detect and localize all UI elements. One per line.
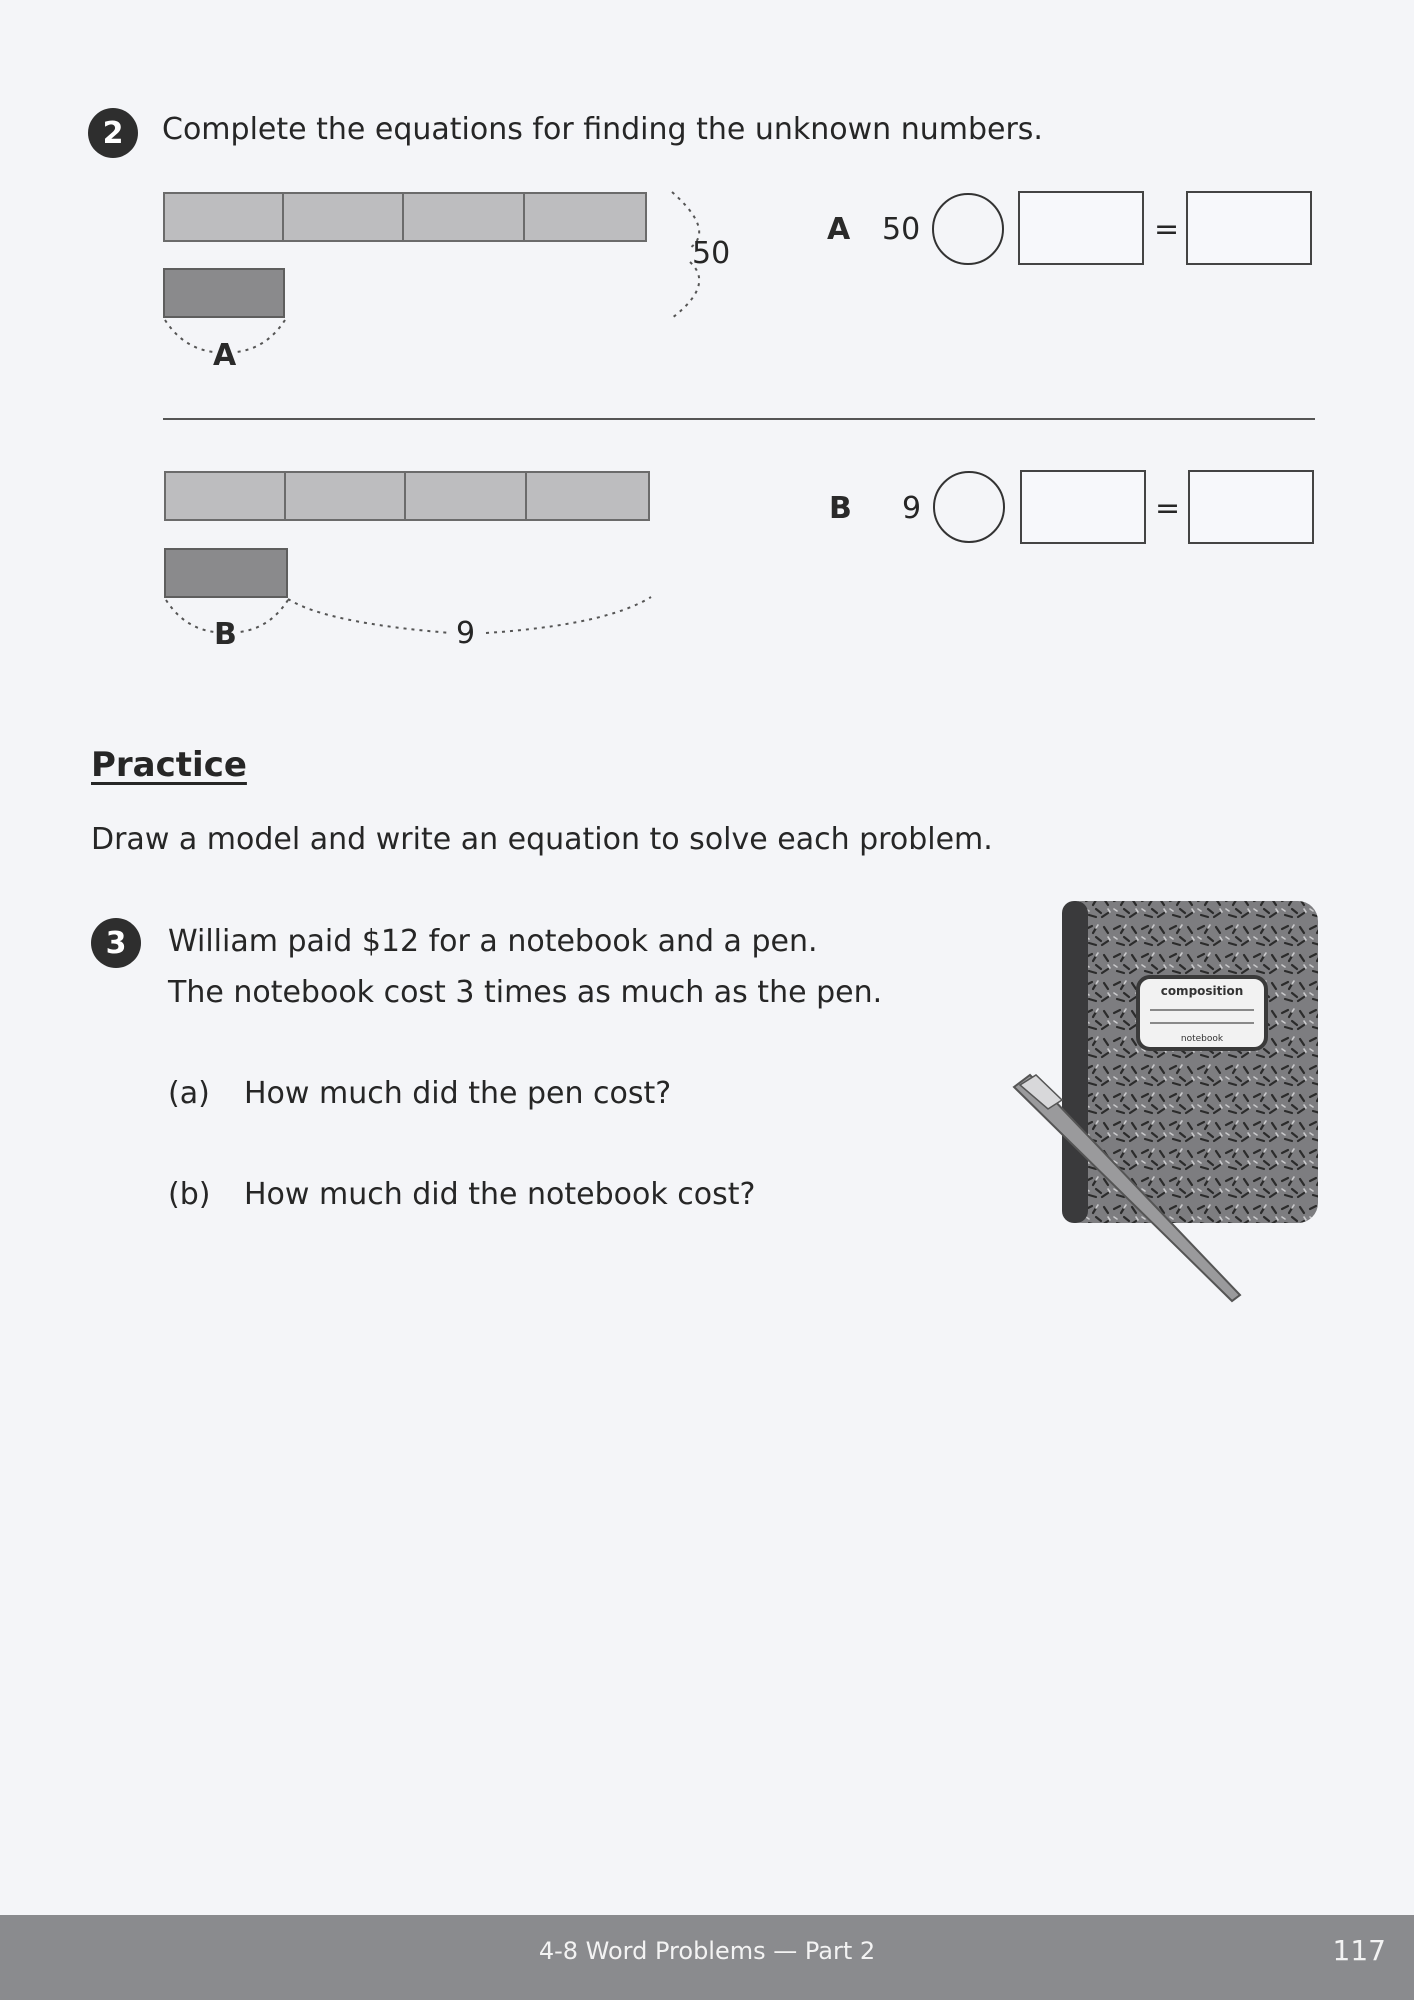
notebook-label-bottom: notebook (1180, 1034, 1224, 1044)
practice-heading: Practice (91, 745, 247, 785)
equation-a-value: 50 (882, 212, 921, 247)
bar-unit (406, 471, 527, 521)
bar-model-a-units (163, 192, 647, 242)
bar-unit (404, 192, 525, 242)
model-b-label: B (214, 617, 237, 652)
equation-a-answer-box-2[interactable] (1186, 191, 1312, 265)
equation-b-answer-box-2[interactable] (1188, 470, 1314, 544)
equation-b-operator-circle[interactable] (933, 471, 1005, 543)
equation-a-equals: = (1154, 212, 1180, 247)
equation-a-answer-box-1[interactable] (1018, 191, 1144, 265)
notebook-cover (1062, 901, 1318, 1223)
bar-unit (525, 192, 647, 242)
equation-b-value: 9 (902, 491, 922, 526)
equation-a-label: A (827, 212, 851, 247)
model-a-label: A (213, 338, 237, 373)
bracket-a-value: 50 (692, 236, 731, 271)
bar-unit (163, 192, 284, 242)
question-3b-marker: (b) (168, 1177, 211, 1212)
equation-b-equals: = (1155, 491, 1181, 526)
bar-unit (286, 471, 406, 521)
equation-a-operator-circle[interactable] (932, 193, 1004, 265)
notebook-spine (1062, 901, 1088, 1223)
equation-b-label: B (829, 491, 852, 526)
question-number-2: 2 (88, 108, 138, 158)
notebook-label-top: composition (1160, 984, 1244, 998)
footer-title: 4-8 Word Problems — Part 2 (538, 1937, 876, 1965)
bar-unit (284, 192, 404, 242)
notebook-and-pen-illustration (1000, 895, 1330, 1315)
bar-unit (527, 471, 650, 521)
question-number-3: 3 (91, 918, 141, 968)
practice-instruction: Draw a model and write an equation to solve each problem. (91, 822, 993, 857)
bar-model-b-unknown (164, 548, 288, 598)
equation-b-answer-box-1[interactable] (1020, 470, 1146, 544)
bar-unit (164, 471, 286, 521)
section-divider (163, 418, 1315, 420)
question-3b-text: How much did the notebook cost? (244, 1177, 756, 1212)
question-3a-marker: (a) (168, 1076, 210, 1111)
question-3-line-2: The notebook cost 3 times as much as the pen. (168, 975, 883, 1010)
question-2-prompt: Complete the equations for finding the unknown numbers. (162, 112, 1043, 147)
bar-model-b-units (164, 471, 650, 521)
question-3-line-1: William paid $12 for a notebook and a pen. (168, 924, 818, 959)
question-3a-text: How much did the pen cost? (244, 1076, 672, 1111)
bracket-b-value: 9 (456, 616, 476, 651)
bar-model-a-unknown (163, 268, 285, 318)
page-number: 117 (1332, 1934, 1386, 1967)
